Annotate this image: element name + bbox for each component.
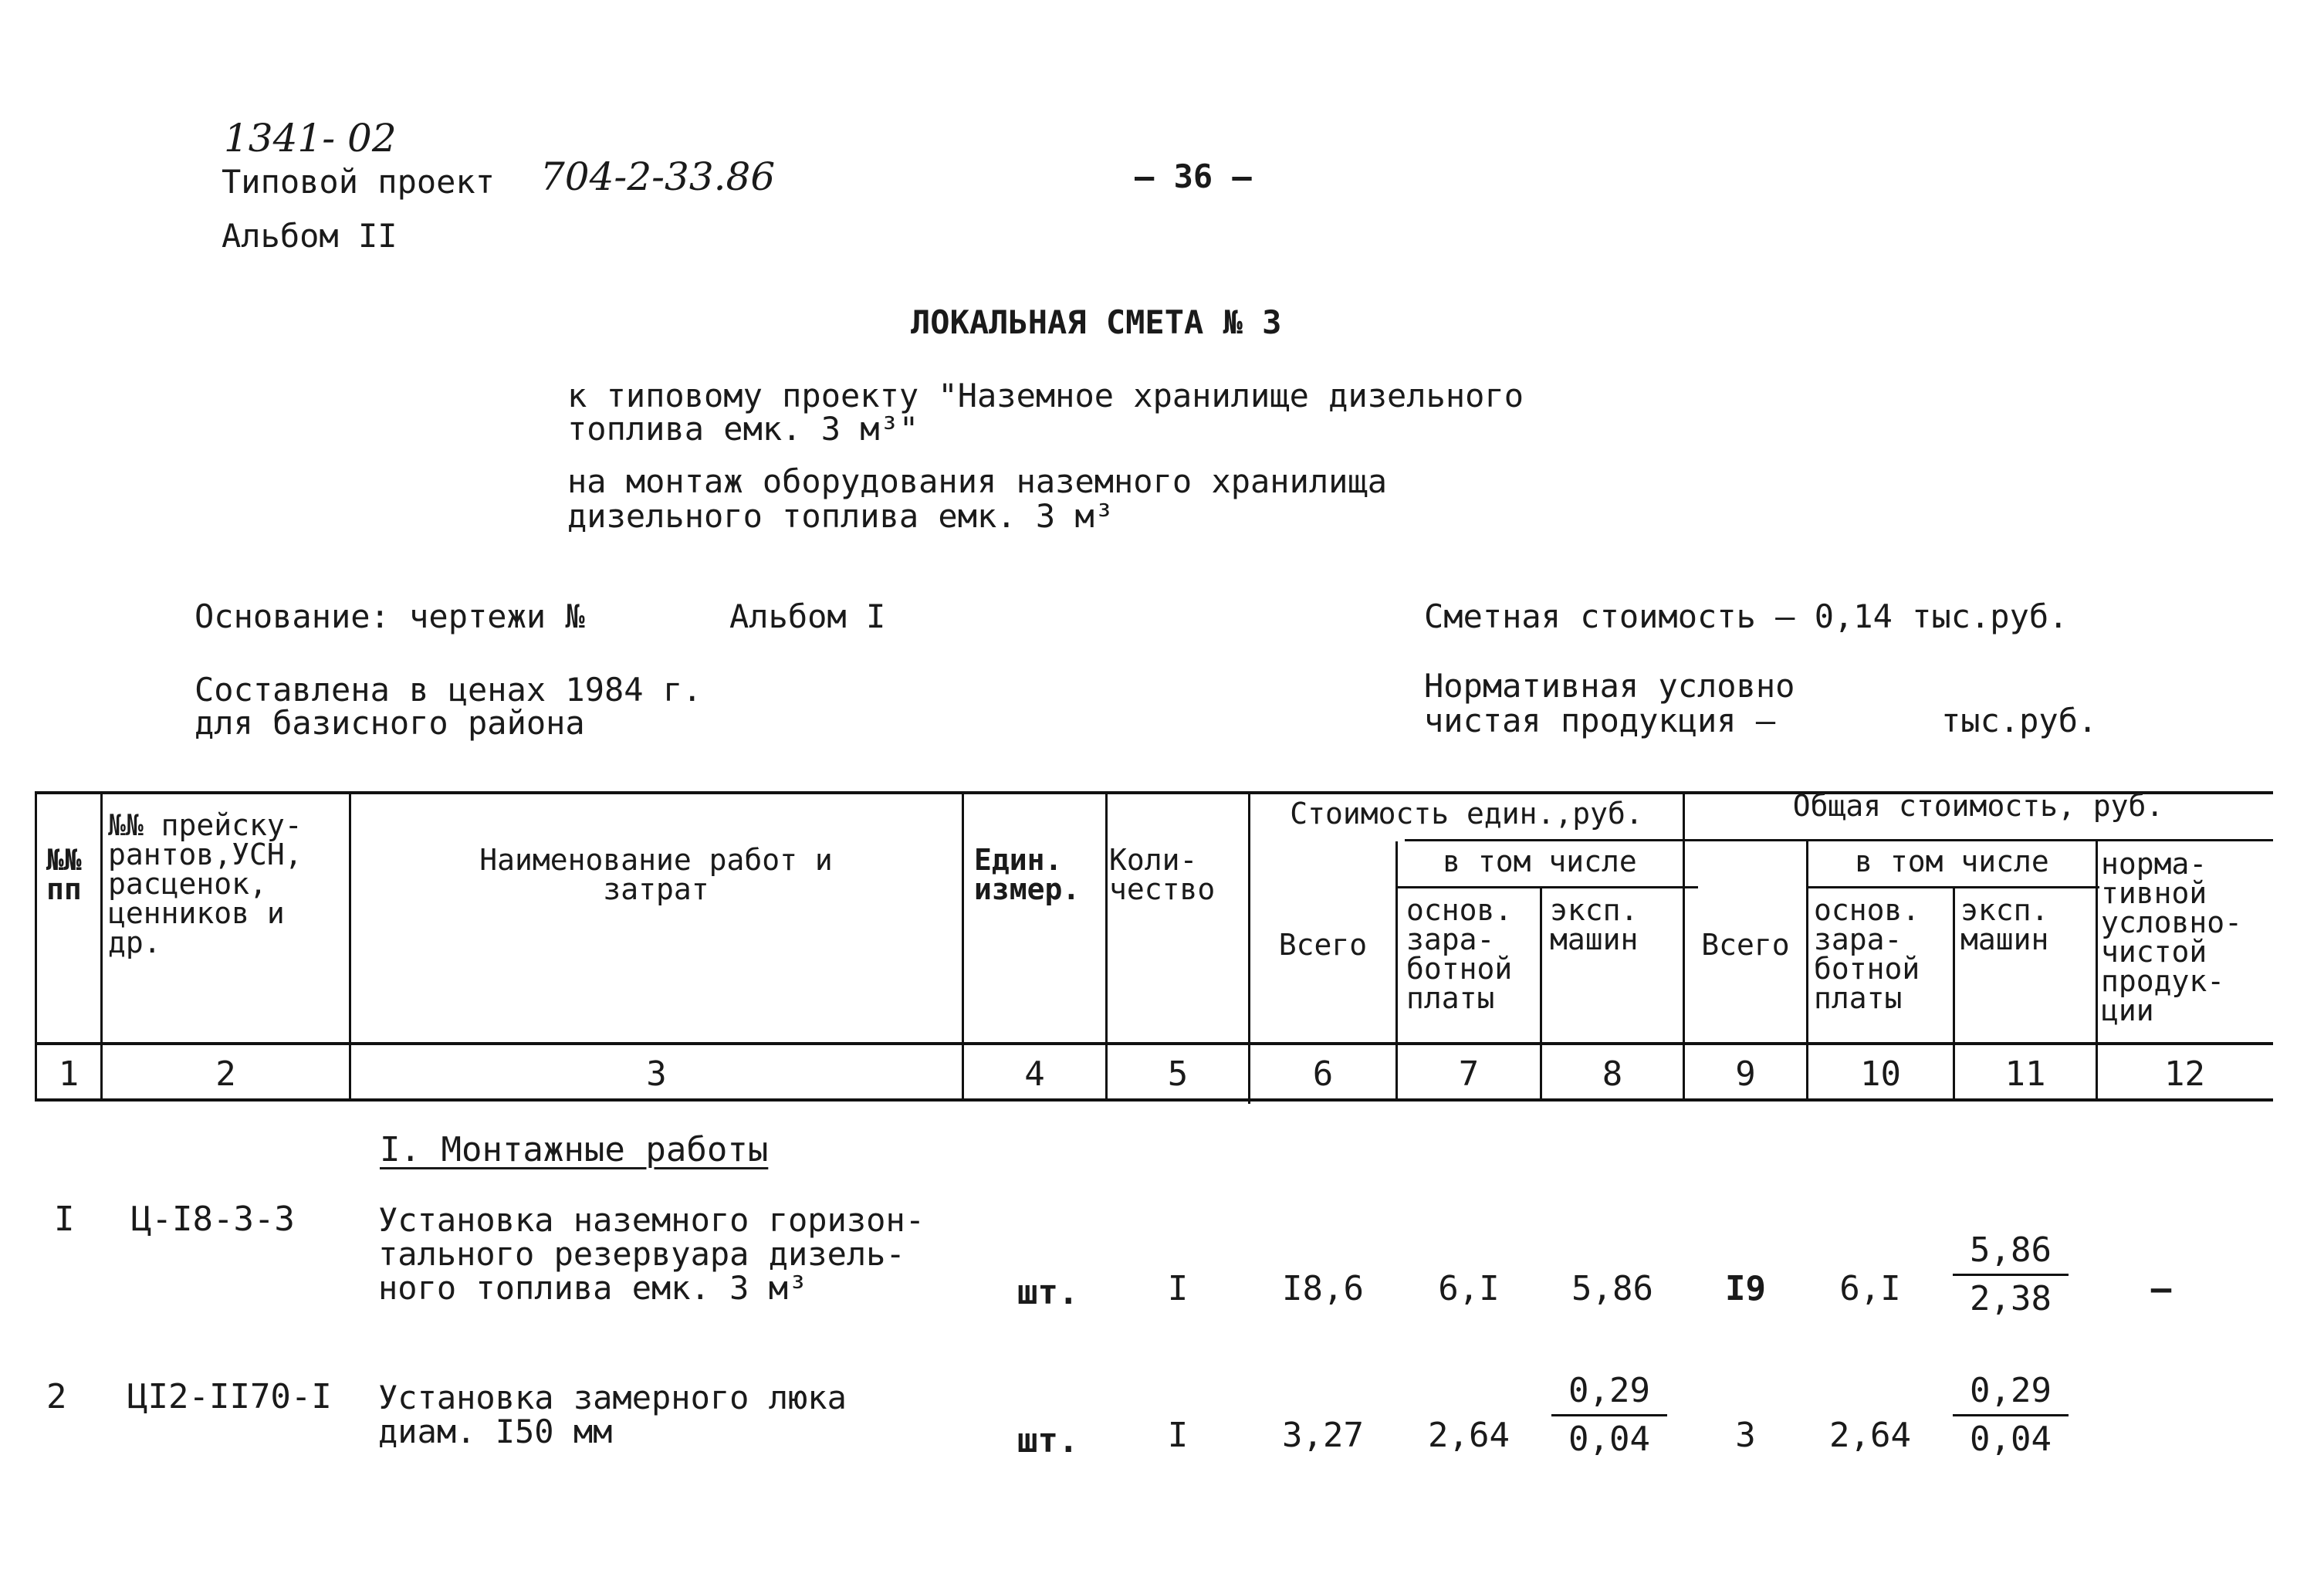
row-unit-machines xyxy=(1551,1371,1667,1459)
column-number: 11 xyxy=(2004,1054,2046,1094)
column-number: 4 xyxy=(1024,1054,1045,1094)
header-total-wages: основ. зара- ботной платы xyxy=(1814,893,1920,1015)
fraction-bar xyxy=(1953,1414,2069,1416)
column-number: 10 xyxy=(1860,1054,1901,1094)
header-normative: норма- тивной условно- чистой продук- ции xyxy=(2101,847,2243,1027)
column-number: 8 xyxy=(1602,1054,1623,1094)
normative-line2: чистая продукция – xyxy=(1424,702,1776,739)
row-total-machines-bottom: 0,04 xyxy=(1970,1420,2052,1459)
header-total-cost-group: Общая стоимость, руб. xyxy=(1792,789,2164,823)
header-col-unit: Един. измер. xyxy=(974,843,1081,906)
header-col-qty: Коли- чество xyxy=(1109,843,1216,906)
header-total-machines: эксп. машин xyxy=(1960,893,2049,956)
row-name-line3: ного топлива емк. 3 м³ xyxy=(378,1269,808,1307)
prices-line2: для базисного района xyxy=(195,704,585,742)
album-label: Альбом II xyxy=(222,217,397,255)
row-normative: – xyxy=(2150,1269,2172,1308)
header-col-name: Наименование работ и затрат xyxy=(479,843,833,906)
row-total-machines-top: 0,29 xyxy=(1970,1371,2052,1410)
row-unit-total: 3,27 xyxy=(1282,1416,1364,1455)
row-total-machines xyxy=(1953,1230,2069,1318)
fraction-bar xyxy=(1551,1414,1667,1416)
row-unit: шт. xyxy=(1017,1421,1079,1460)
row-total-machines-bottom: 2,38 xyxy=(1970,1279,2052,1318)
row-unit-wages: 2,64 xyxy=(1428,1416,1510,1455)
row-total-wages: 6,I xyxy=(1839,1269,1901,1308)
header-unit-total: Всего xyxy=(1278,928,1368,962)
row-total: I9 xyxy=(1725,1269,1766,1308)
column-number: 1 xyxy=(58,1054,79,1094)
header-including-unit: в том числе xyxy=(1443,844,1637,878)
column-number: 7 xyxy=(1458,1054,1480,1094)
document-title: ЛОКАЛЬНАЯ СМЕТА № 3 xyxy=(911,303,1282,341)
header-total: Всего xyxy=(1701,928,1790,962)
handwritten-code: 1341- 02 xyxy=(224,116,397,161)
section-title xyxy=(380,1130,769,1169)
normative-unit: тыс.руб. xyxy=(1941,702,2098,739)
row-name-line2: диам. I50 мм xyxy=(378,1413,613,1450)
subtitle-line1: к типовому проекту "Наземное хранилище дизельного xyxy=(567,377,1524,415)
header-col-number: №№ пп xyxy=(46,843,82,906)
row-code: Ц-I8-3-3 xyxy=(131,1200,295,1239)
row-name-line1: Установка замерного люка xyxy=(378,1379,847,1416)
header-unit-wages: основ. зара- ботной платы xyxy=(1406,893,1513,1015)
row-qty: I xyxy=(1167,1416,1189,1455)
estimated-cost: Сметная стоимость – 0,14 тыс.руб. xyxy=(1424,597,2069,635)
row-number: 2 xyxy=(46,1377,67,1416)
row-total-machines-top: 5,86 xyxy=(1970,1230,2052,1270)
project-number: 704-2-33.86 xyxy=(540,154,776,199)
row-unit-total: I8,6 xyxy=(1282,1269,1364,1308)
row-total-wages: 2,64 xyxy=(1829,1416,1911,1455)
header-unit-machines: эксп. машин xyxy=(1550,893,1639,956)
section-title-text: I. Монтажные работы xyxy=(380,1130,769,1169)
column-number: 6 xyxy=(1312,1054,1334,1094)
row-unit: шт. xyxy=(1017,1273,1079,1312)
header-including-total: в том числе xyxy=(1855,844,2049,878)
column-number: 3 xyxy=(646,1054,667,1094)
row-number: I xyxy=(54,1200,75,1239)
row-unit-wages: 6,I xyxy=(1438,1269,1500,1308)
header-col-code: №№ прейску- рантов,УСН, расценок, ценников и др. xyxy=(108,808,303,959)
header-unit-cost-group: Стоимость един.,руб. xyxy=(1290,797,1643,831)
row-unit-machines-bottom: 0,04 xyxy=(1568,1420,1650,1459)
row-qty: I xyxy=(1167,1269,1189,1308)
column-number: 2 xyxy=(215,1054,236,1094)
basis: Основание: чертежи № xyxy=(195,597,585,635)
subtitle-line2: топлива емк. 3 м³" xyxy=(567,410,919,448)
prices-line1: Составлена в ценах 1984 г. xyxy=(195,671,702,709)
row-unit-machines: 5,86 xyxy=(1571,1269,1653,1308)
row-name-line1: Установка наземного горизон- xyxy=(378,1201,925,1239)
subtitle-line3: на монтаж оборудования наземного хранилища xyxy=(567,462,1388,500)
page-number: – 36 – xyxy=(1135,157,1252,195)
subtitle-line4: дизельного топлива емк. 3 м³ xyxy=(567,497,1115,535)
column-number: 9 xyxy=(1735,1054,1756,1094)
row-name-line2: тального резервуара дизель- xyxy=(378,1235,905,1273)
project-label: Типовой проект xyxy=(222,163,496,201)
row-total: 3 xyxy=(1735,1416,1756,1455)
fraction-bar xyxy=(1953,1274,2069,1276)
row-code: ЦI2-II70-I xyxy=(127,1377,332,1416)
normative-line1: Нормативная условно xyxy=(1424,667,1795,705)
column-number: 12 xyxy=(2164,1054,2205,1094)
row-unit-machines-top: 0,29 xyxy=(1568,1371,1650,1410)
row-total-machines xyxy=(1953,1371,2069,1459)
column-number: 5 xyxy=(1167,1054,1189,1094)
basis-album: Альбом I xyxy=(729,597,886,635)
